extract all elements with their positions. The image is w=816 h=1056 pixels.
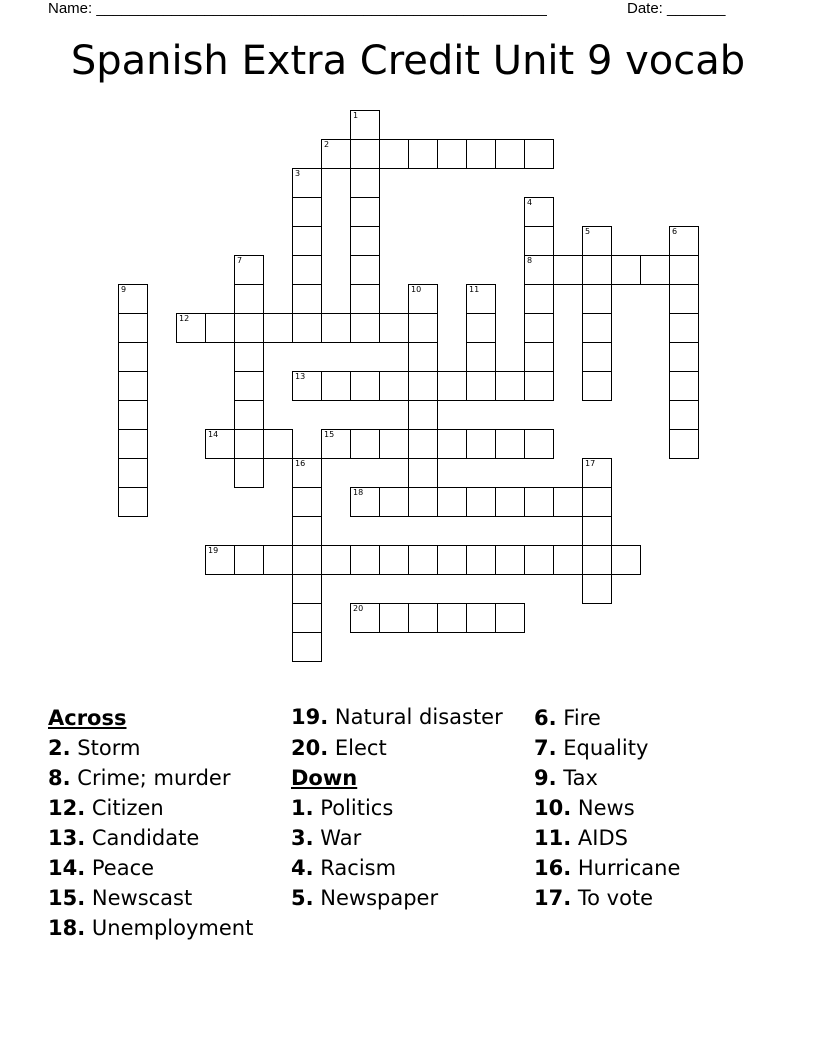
cell-number: 11 — [469, 285, 480, 294]
grid-cell[interactable] — [408, 400, 438, 430]
grid-cell[interactable] — [669, 313, 699, 343]
cell-number: 18 — [353, 488, 364, 497]
grid-cell[interactable] — [495, 603, 525, 633]
grid-cell[interactable] — [292, 545, 322, 575]
grid-cell[interactable] — [669, 342, 699, 372]
grid-cell[interactable] — [292, 255, 322, 285]
page-title: Spanish Extra Credit Unit 9 vocab — [70, 38, 746, 84]
grid-cell[interactable] — [669, 400, 699, 430]
grid-cell[interactable] — [582, 458, 612, 488]
clues-column-2 — [291, 703, 531, 913]
grid-cell[interactable] — [582, 574, 612, 604]
grid-cell[interactable] — [350, 284, 380, 314]
grid-cell[interactable] — [466, 342, 496, 372]
grid-cell[interactable] — [292, 371, 322, 401]
grid-cell[interactable] — [321, 545, 351, 575]
grid-cell[interactable] — [524, 226, 554, 256]
grid-cell[interactable] — [466, 429, 496, 459]
grid-cell[interactable] — [379, 313, 409, 343]
across-clue: 12. Citizen — [48, 796, 164, 820]
grid-cell[interactable] — [350, 545, 380, 575]
grid-cell[interactable] — [118, 458, 148, 488]
grid-cell[interactable] — [379, 545, 409, 575]
grid-cell[interactable] — [437, 371, 467, 401]
grid-cell[interactable] — [408, 458, 438, 488]
grid-cell[interactable] — [669, 429, 699, 459]
clues-column-3 — [534, 703, 774, 913]
down-clue: 4. Racism — [291, 856, 397, 880]
grid-cell[interactable] — [292, 168, 322, 198]
across-clue: 15. Newscast — [48, 886, 193, 910]
grid-cell[interactable] — [524, 313, 554, 343]
grid-cell[interactable] — [495, 487, 525, 517]
date-field[interactable]: Date: _______ — [627, 0, 726, 17]
grid-cell[interactable] — [524, 371, 554, 401]
cell-number: 14 — [208, 430, 219, 439]
grid-cell[interactable] — [408, 284, 438, 314]
down-clue: 7. Equality — [534, 736, 649, 760]
grid-cell[interactable] — [292, 313, 322, 343]
grid-cell[interactable] — [292, 197, 322, 227]
grid-cell[interactable] — [640, 255, 670, 285]
grid-cell[interactable] — [466, 284, 496, 314]
grid-cell[interactable] — [350, 603, 380, 633]
across-clue: 14. Peace — [48, 856, 155, 880]
grid-cell[interactable] — [669, 371, 699, 401]
grid-cell[interactable] — [263, 429, 293, 459]
grid-cell[interactable] — [350, 487, 380, 517]
grid-cell[interactable] — [466, 545, 496, 575]
grid-cell[interactable] — [437, 545, 467, 575]
grid-cell[interactable] — [234, 284, 264, 314]
grid-cell[interactable] — [524, 197, 554, 227]
down-clue: 3. War — [291, 826, 362, 850]
grid-cell[interactable] — [437, 429, 467, 459]
cell-number: 15 — [324, 430, 335, 439]
grid-cell[interactable] — [466, 139, 496, 169]
grid-cell[interactable] — [234, 545, 264, 575]
down-clue: 16. Hurricane — [534, 856, 681, 880]
grid-cell[interactable] — [408, 313, 438, 343]
across-clue: 18. Unemployment — [48, 916, 254, 940]
grid-cell[interactable] — [292, 284, 322, 314]
cell-number: 4 — [527, 198, 533, 207]
grid-cell[interactable] — [524, 487, 554, 517]
grid-cell[interactable] — [669, 255, 699, 285]
grid-cell[interactable] — [582, 371, 612, 401]
grid-cell[interactable] — [611, 255, 641, 285]
grid-cell[interactable] — [321, 429, 351, 459]
grid-cell[interactable] — [292, 632, 322, 662]
grid-cell[interactable] — [553, 545, 583, 575]
grid-cell[interactable] — [495, 139, 525, 169]
cell-number: 16 — [295, 459, 306, 468]
grid-cell[interactable] — [118, 313, 148, 343]
grid-cell[interactable] — [263, 313, 293, 343]
grid-cell[interactable] — [350, 139, 380, 169]
cell-number: 9 — [121, 285, 127, 294]
cell-number: 2 — [324, 140, 330, 149]
grid-cell[interactable] — [524, 429, 554, 459]
across-clue: 20. Elect — [291, 736, 387, 760]
name-field[interactable]: Name: ______________________________________________________ — [48, 0, 547, 17]
grid-cell[interactable] — [350, 197, 380, 227]
grid-cell[interactable] — [350, 371, 380, 401]
down-heading: Down — [291, 766, 358, 790]
grid-cell[interactable] — [118, 371, 148, 401]
grid-cell[interactable] — [234, 400, 264, 430]
grid-cell[interactable] — [379, 603, 409, 633]
grid-cell[interactable] — [292, 458, 322, 488]
grid-cell[interactable] — [437, 487, 467, 517]
grid-cell[interactable] — [292, 574, 322, 604]
grid-cell[interactable] — [379, 487, 409, 517]
grid-cell[interactable] — [118, 487, 148, 517]
across-clue: 19. Natural disaster — [291, 705, 503, 729]
grid-cell[interactable] — [408, 342, 438, 372]
cell-number: 12 — [179, 314, 190, 323]
grid-cell[interactable] — [292, 226, 322, 256]
grid-cell[interactable] — [582, 545, 612, 575]
grid-cell[interactable] — [669, 226, 699, 256]
grid-cell[interactable] — [118, 429, 148, 459]
grid-cell[interactable] — [466, 603, 496, 633]
grid-cell[interactable] — [379, 139, 409, 169]
grid-cell[interactable] — [524, 284, 554, 314]
grid-cell[interactable] — [582, 313, 612, 343]
across-clue: 8. Crime; murder — [48, 766, 231, 790]
grid-cell[interactable] — [321, 313, 351, 343]
grid-cell[interactable] — [669, 284, 699, 314]
grid-cell[interactable] — [234, 255, 264, 285]
grid-cell[interactable] — [408, 487, 438, 517]
grid-cell[interactable] — [582, 516, 612, 546]
down-clue: 10. News — [534, 796, 635, 820]
grid-cell[interactable] — [350, 429, 380, 459]
across-heading: Across — [48, 706, 127, 730]
cell-number: 13 — [295, 372, 306, 381]
grid-cell[interactable] — [350, 168, 380, 198]
grid-cell[interactable] — [408, 545, 438, 575]
header — [48, 0, 748, 20]
grid-cell[interactable] — [582, 284, 612, 314]
grid-cell[interactable] — [118, 342, 148, 372]
grid-cell[interactable] — [408, 429, 438, 459]
grid-cell[interactable] — [205, 429, 235, 459]
down-clue: 6. Fire — [534, 706, 601, 730]
grid-cell[interactable] — [466, 371, 496, 401]
grid-cell[interactable] — [234, 429, 264, 459]
cell-number: 17 — [585, 459, 596, 468]
grid-cell[interactable] — [495, 545, 525, 575]
grid-cell[interactable] — [234, 458, 264, 488]
grid-cell[interactable] — [292, 603, 322, 633]
down-clue: 9. Tax — [534, 766, 598, 790]
grid-cell[interactable] — [495, 429, 525, 459]
grid-cell[interactable] — [582, 226, 612, 256]
grid-cell[interactable] — [495, 371, 525, 401]
grid-cell[interactable] — [408, 139, 438, 169]
grid-cell[interactable] — [524, 545, 554, 575]
grid-cell[interactable] — [205, 313, 235, 343]
down-clue: 17. To vote — [534, 886, 654, 910]
grid-cell[interactable] — [582, 255, 612, 285]
cell-number: 8 — [527, 256, 533, 265]
grid-cell[interactable] — [524, 255, 554, 285]
grid-cell[interactable] — [205, 545, 235, 575]
grid-cell[interactable] — [582, 487, 612, 517]
grid-cell[interactable] — [350, 226, 380, 256]
down-clue: 5. Newspaper — [291, 886, 439, 910]
cell-number: 19 — [208, 546, 219, 555]
cell-number: 5 — [585, 227, 591, 236]
grid-cell[interactable] — [582, 342, 612, 372]
grid-cell[interactable] — [321, 139, 351, 169]
grid-cell[interactable] — [611, 545, 641, 575]
grid-cell[interactable] — [118, 284, 148, 314]
grid-cell[interactable] — [234, 371, 264, 401]
grid-cell[interactable] — [350, 313, 380, 343]
grid-cell[interactable] — [466, 487, 496, 517]
cell-number: 7 — [237, 256, 243, 265]
grid-cell[interactable] — [553, 255, 583, 285]
grid-cell[interactable] — [234, 342, 264, 372]
grid-cell[interactable] — [176, 313, 206, 343]
grid-cell[interactable] — [437, 603, 467, 633]
down-clue: 1. Politics — [291, 796, 394, 820]
grid-cell[interactable] — [437, 139, 467, 169]
grid-cell[interactable] — [379, 371, 409, 401]
grid-cell[interactable] — [292, 487, 322, 517]
grid-cell[interactable] — [118, 400, 148, 430]
grid-cell[interactable] — [379, 429, 409, 459]
cell-number: 10 — [411, 285, 422, 294]
down-clue: 11. AIDS — [534, 826, 628, 850]
cell-number: 1 — [353, 111, 359, 120]
grid-cell[interactable] — [350, 255, 380, 285]
grid-cell[interactable] — [234, 313, 264, 343]
grid-cell[interactable] — [408, 603, 438, 633]
cell-number: 3 — [295, 169, 301, 178]
cell-number: 20 — [353, 604, 364, 613]
grid-cell[interactable] — [292, 516, 322, 546]
grid-cell[interactable] — [524, 139, 554, 169]
grid-cell[interactable] — [553, 487, 583, 517]
grid-cell[interactable] — [350, 110, 380, 140]
grid-cell[interactable] — [408, 371, 438, 401]
grid-cell[interactable] — [263, 545, 293, 575]
across-clue: 13. Candidate — [48, 826, 200, 850]
grid-cell[interactable] — [321, 371, 351, 401]
clues-column-1 — [48, 703, 288, 943]
cell-number: 6 — [672, 227, 678, 236]
grid-cell[interactable] — [524, 342, 554, 372]
across-clue: 2. Storm — [48, 736, 141, 760]
grid-cell[interactable] — [466, 313, 496, 343]
